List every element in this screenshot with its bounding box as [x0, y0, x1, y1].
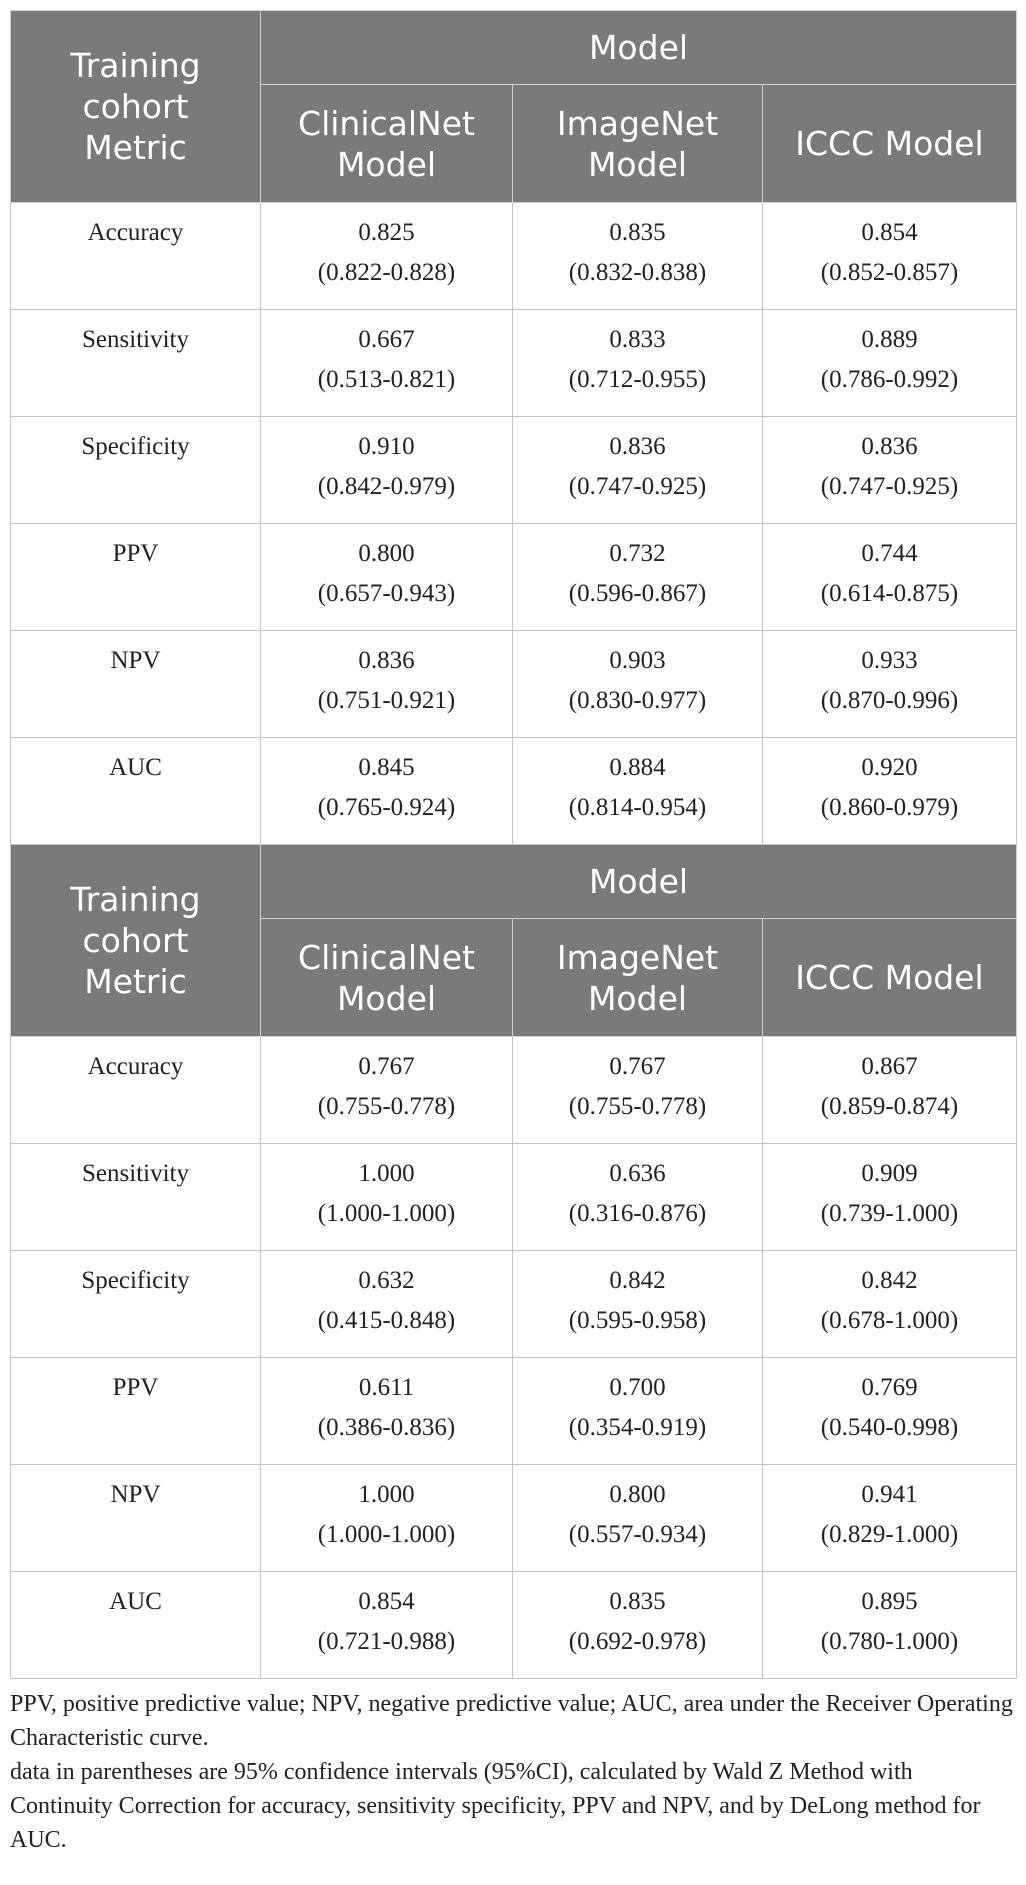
metric-cell: 0.767 (0.755-0.778): [261, 1037, 513, 1144]
table-row: [11, 1144, 1017, 1251]
metric-cell: 0.744 (0.614-0.875): [763, 524, 1017, 631]
metric-cell: 0.836 (0.747-0.925): [763, 417, 1017, 524]
metric-cell: 0.769 (0.540-0.998): [763, 1358, 1017, 1465]
clinicalnet-model-header: ClinicalNet Model: [261, 919, 513, 1037]
metric-label: Accuracy: [11, 203, 261, 310]
header-row: [11, 11, 1017, 85]
metric-cell: 0.867 (0.859-0.874): [763, 1037, 1017, 1144]
metric-cell: 0.836 (0.747-0.925): [513, 417, 763, 524]
imagenet-model-header: ImageNet Model: [513, 85, 763, 203]
clinicalnet-model-header: ClinicalNet Model: [261, 85, 513, 203]
model-group-header: Model: [261, 845, 1017, 919]
table-footnotes: [10, 1687, 1016, 1857]
metric-cell: 0.941 (0.829-1.000): [763, 1465, 1017, 1572]
metric-label: Sensitivity: [11, 1144, 261, 1251]
metric-cell: 0.920 (0.860-0.979): [763, 738, 1017, 845]
table-row: [11, 738, 1017, 845]
metric-cell: 0.854 (0.721-0.988): [261, 1572, 513, 1679]
metric-cell: 0.842 (0.678-1.000): [763, 1251, 1017, 1358]
table-row: [11, 310, 1017, 417]
metric-cell: 0.933 (0.870-0.996): [763, 631, 1017, 738]
results-table: [10, 10, 1017, 1679]
table-row: [11, 1465, 1017, 1572]
metric-label: Accuracy: [11, 1037, 261, 1144]
metric-cell: 0.895 (0.780-1.000): [763, 1572, 1017, 1679]
table-row: [11, 1251, 1017, 1358]
metric-column-header: Training cohort Metric: [11, 11, 261, 203]
imagenet-model-header: ImageNet Model: [513, 919, 763, 1037]
metric-label: AUC: [11, 738, 261, 845]
iccc-model-header: ICCC Model: [763, 85, 1017, 203]
metric-label: NPV: [11, 631, 261, 738]
table-row: [11, 1572, 1017, 1679]
metric-cell: 0.833 (0.712-0.955): [513, 310, 763, 417]
iccc-model-header: ICCC Model: [763, 919, 1017, 1037]
document-page: [10, 10, 1016, 1857]
metric-cell: 0.884 (0.814-0.954): [513, 738, 763, 845]
metric-cell: 0.767 (0.755-0.778): [513, 1037, 763, 1144]
metric-cell: 0.903 (0.830-0.977): [513, 631, 763, 738]
table-row: [11, 1358, 1017, 1465]
metric-cell: 1.000 (1.000-1.000): [261, 1144, 513, 1251]
metric-cell: 0.854 (0.852-0.857): [763, 203, 1017, 310]
metric-cell: 0.732 (0.596-0.867): [513, 524, 763, 631]
metric-label: AUC: [11, 1572, 261, 1679]
metric-cell: 0.835 (0.692-0.978): [513, 1572, 763, 1679]
metric-label: Sensitivity: [11, 310, 261, 417]
model-group-header: Model: [261, 11, 1017, 85]
metric-label: NPV: [11, 1465, 261, 1572]
metric-cell: 0.611 (0.386-0.836): [261, 1358, 513, 1465]
footnote-confidence-intervals: data in parentheses are 95% confidence intervals (95%CI), calculated by Wald Z Method with Continuity Correction for accuracy, sensitivity specificity, PPV and NPV, and by DeLong method for AUC.: [10, 1759, 981, 1853]
table-row: [11, 1037, 1017, 1144]
metric-cell: 0.632 (0.415-0.848): [261, 1251, 513, 1358]
metric-cell: 0.636 (0.316-0.876): [513, 1144, 763, 1251]
metric-cell: 0.836 (0.751-0.921): [261, 631, 513, 738]
metric-label: PPV: [11, 524, 261, 631]
metric-cell: 0.700 (0.354-0.919): [513, 1358, 763, 1465]
table-row: [11, 417, 1017, 524]
metric-label: Specificity: [11, 1251, 261, 1358]
table-row: [11, 203, 1017, 310]
metric-label: PPV: [11, 1358, 261, 1465]
metric-cell: 0.667 (0.513-0.821): [261, 310, 513, 417]
table-row: [11, 631, 1017, 738]
table-row: [11, 524, 1017, 631]
metric-cell: 0.835 (0.832-0.838): [513, 203, 763, 310]
metric-cell: 1.000 (1.000-1.000): [261, 1465, 513, 1572]
metric-column-header: Training cohort Metric: [11, 845, 261, 1037]
metric-cell: 0.800 (0.557-0.934): [513, 1465, 763, 1572]
metric-cell: 0.825 (0.822-0.828): [261, 203, 513, 310]
metric-cell: 0.889 (0.786-0.992): [763, 310, 1017, 417]
metric-cell: 0.800 (0.657-0.943): [261, 524, 513, 631]
footnote-abbreviations: PPV, positive predictive value; NPV, negative predictive value; AUC, area under the Receiver Operating Characteristic curve.: [10, 1691, 1013, 1751]
metric-cell: 0.845 (0.765-0.924): [261, 738, 513, 845]
metric-label: Specificity: [11, 417, 261, 524]
metric-cell: 0.842 (0.595-0.958): [513, 1251, 763, 1358]
metric-cell: 0.910 (0.842-0.979): [261, 417, 513, 524]
header-row: [11, 845, 1017, 919]
metric-cell: 0.909 (0.739-1.000): [763, 1144, 1017, 1251]
